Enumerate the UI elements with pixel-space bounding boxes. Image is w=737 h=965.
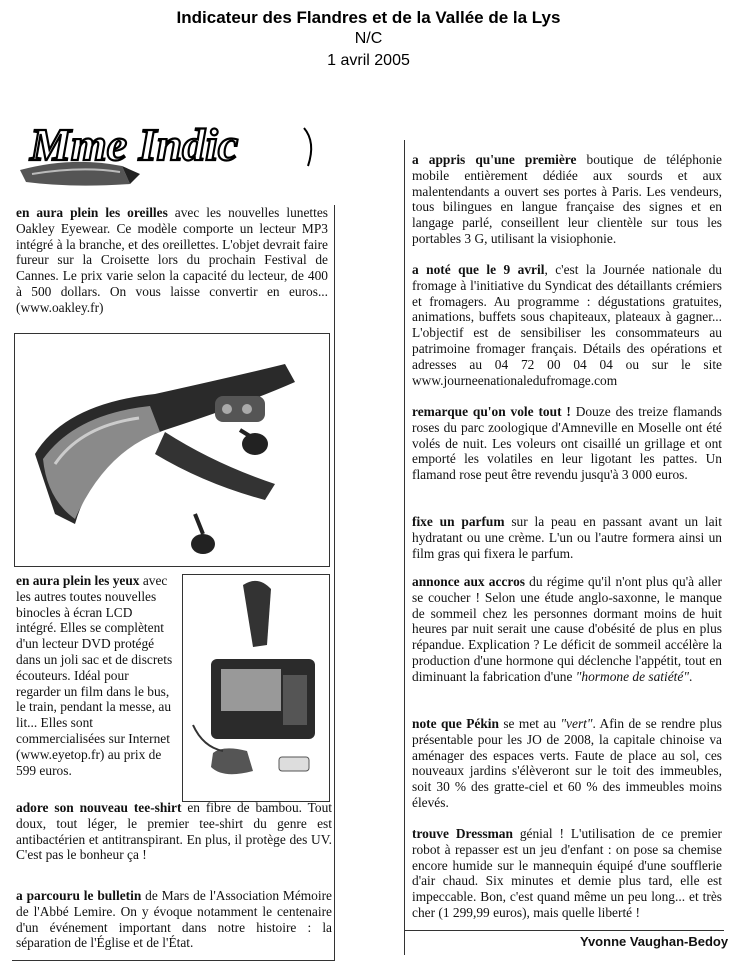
article-bulletin-lead: a parcouru le bulletin <box>16 888 142 903</box>
article-parfum-lead: fixe un parfum <box>412 514 505 529</box>
article-eyetop <box>16 573 174 778</box>
article-pekin-quote: "vert" <box>560 716 593 731</box>
article-telephonie <box>412 152 722 247</box>
article-oakley <box>16 205 328 316</box>
publication-date: 1 avril 2005 <box>327 52 410 69</box>
article-sommeil-end: . <box>688 668 693 684</box>
article-sommeil <box>412 574 722 685</box>
article-sommeil-lead: annonce aux accros <box>412 574 525 589</box>
newspaper-subtitle: N/C <box>354 30 383 47</box>
article-eyetop-lead: en aura plein les yeux <box>16 573 140 588</box>
article-teeshirt <box>16 800 332 863</box>
article-bulletin-body: de Mars de l'Association Mémoire de l'Abbé Lemire. On y évoque notamment le centenaire d'un événement important dans notre histoire : la séparation de l'Église et de l'État. <box>16 888 332 951</box>
dvd-bag-image <box>183 575 329 801</box>
article-pekin <box>412 716 722 811</box>
article-parfum-body: sur la peau en passant avant un lait hydratant ou une crème. L'un ou l'autre formera ainsi un film gras qui fixera le parfum. <box>412 514 722 561</box>
left-column-rule <box>334 205 335 960</box>
article-bulletin <box>16 888 332 951</box>
right-column-rule <box>404 140 405 955</box>
article-pekin-rest: . Afin de se rendre plus présentable pour les JO de 2008, la capitale chinoise va aménager des espaces verts. Faute de place au sol, ces nouveaux jardins s'élèveront sur le toit des immeubles, soit 30 % des gratte-ciel et 60 % des immeubles moins élevés. <box>412 716 723 810</box>
sunglasses-photo <box>14 333 330 567</box>
article-flamands-lead: remarque qu'on vole tout ! <box>412 404 571 419</box>
right-bottom-rule <box>404 930 724 931</box>
column-logo <box>12 108 332 200</box>
article-oakley-lead: en aura plein les oreilles <box>16 205 168 220</box>
dvd-bag-photo <box>182 574 330 802</box>
article-pekin-lead: note que Pékin <box>412 716 499 731</box>
article-flamands <box>412 404 722 483</box>
article-telephonie-lead: a appris qu'une première <box>412 152 577 167</box>
article-eyetop-body: avec les autres toutes nouvelles binocles à écran LCD intégré. Elles se complètent d'un lecteur DVD protégé dans un joli sac et de discrets écouteurs. Idéal pour regarder un film dans le bus, le train, pendant la messe, au lit... Elles sont commercialisées sur Internet (www.eyetop.fr) au prix de 599 euros. <box>16 573 173 778</box>
article-fromage-lead: a noté que le 9 avril <box>412 262 545 277</box>
article-dressman <box>412 826 722 921</box>
article-sommeil-quote: "hormone de satiété" <box>575 668 689 684</box>
article-fromage-body: , c'est la Journée nationale du fromage à l'initiative du Syndicat des détaillants crémiers et fromagers. Au programme : dégustations gratuites, animations, buffets sous chapiteaux, plateaux à gagner... L'objectif est de sensibiliser les consommateurs au patrimoine fromager français. Détails des opérations et adresses au 04 72 00 04 04 ou sur le site www.journeenationaledufromage.com <box>412 262 723 388</box>
article-teeshirt-lead: adore son nouveau tee-shirt <box>16 800 182 815</box>
article-flamands-body: Douze des treize flamands roses du parc zoologique d'Amneville en Moselle ont été volés de nuit. Les voleurs ont cisaillé un grillage et ont emporté les volatiles en leur ligotant les pattes. Un flamand rose peut être revendu jusqu'à 3 000 euros. <box>412 404 722 483</box>
article-dressman-body: génial ! L'utilisation de ce premier robot à repasser est un jeu d'enfant : on pose sa chemise encore humide sur le mannequin équipé d'une soufflerie d'air chaud. Six minutes et demie plus tard, elle est impeccable. Bon, c'est quand même un peu long... et très cher (1 299,99 euros), mais quelle liberté ! <box>412 826 722 920</box>
logo-text: Mme Indic <box>30 119 239 170</box>
article-teeshirt-body: en fibre de bambou. Tout doux, tout léger, le premier tee-shirt du genre est antibactérien et antitranspirant. En plus, il protège des UV. C'est pas le bonheur ça ! <box>16 800 332 863</box>
sunglasses-image <box>15 334 329 566</box>
newspaper-title: Indicateur des Flandres et de la Vallée de la Lys <box>176 8 561 27</box>
article-telephonie-body: boutique de téléphonie mobile entièrement dédiée aux sourds et aux malentendants a ouvert ses portes à Paris. Les vendeurs, tous bilingues en langue française des signes et en langage parlé, conseillent leur clientèle sur tous les portables 3 G, utilisant la visiophonie. <box>412 152 722 246</box>
article-sommeil-body: du régime qu'il n'ont plus qu'à aller se coucher ! Selon une étude anglo-saxonne, le manque de sommeil chez les personnes dormant moins de huit heures par nuit serait une cause d'obésité de plus en plus répandue. Explication ? Le déficit de sommeil accélère la production d'une hormone qui déclenche l'appétit, tout en diminuant la fabrication d'une <box>412 574 723 684</box>
article-parfum <box>412 514 722 561</box>
article-fromage <box>412 262 722 388</box>
article-pekin-body: se met au <box>498 716 561 731</box>
article-oakley-body: avec les nouvelles lunettes Oakley Eyewear. Ce modèle comporte un lecteur MP3 intégré à la branche, et des oreillettes. L'objet devrait faire fureur sur la Croisette lors du prochain Festival de Cannes. Le prix varie selon la capacité du lecteur, de 400 à 500 dollars. On vous laisse convertir en euros... (www.oakley.fr) <box>16 205 329 315</box>
left-bottom-rule <box>12 960 335 961</box>
article-dressman-lead: trouve Dressman <box>412 826 513 841</box>
author-signature: Yvonne Vaughan-Bedoy <box>580 934 729 949</box>
